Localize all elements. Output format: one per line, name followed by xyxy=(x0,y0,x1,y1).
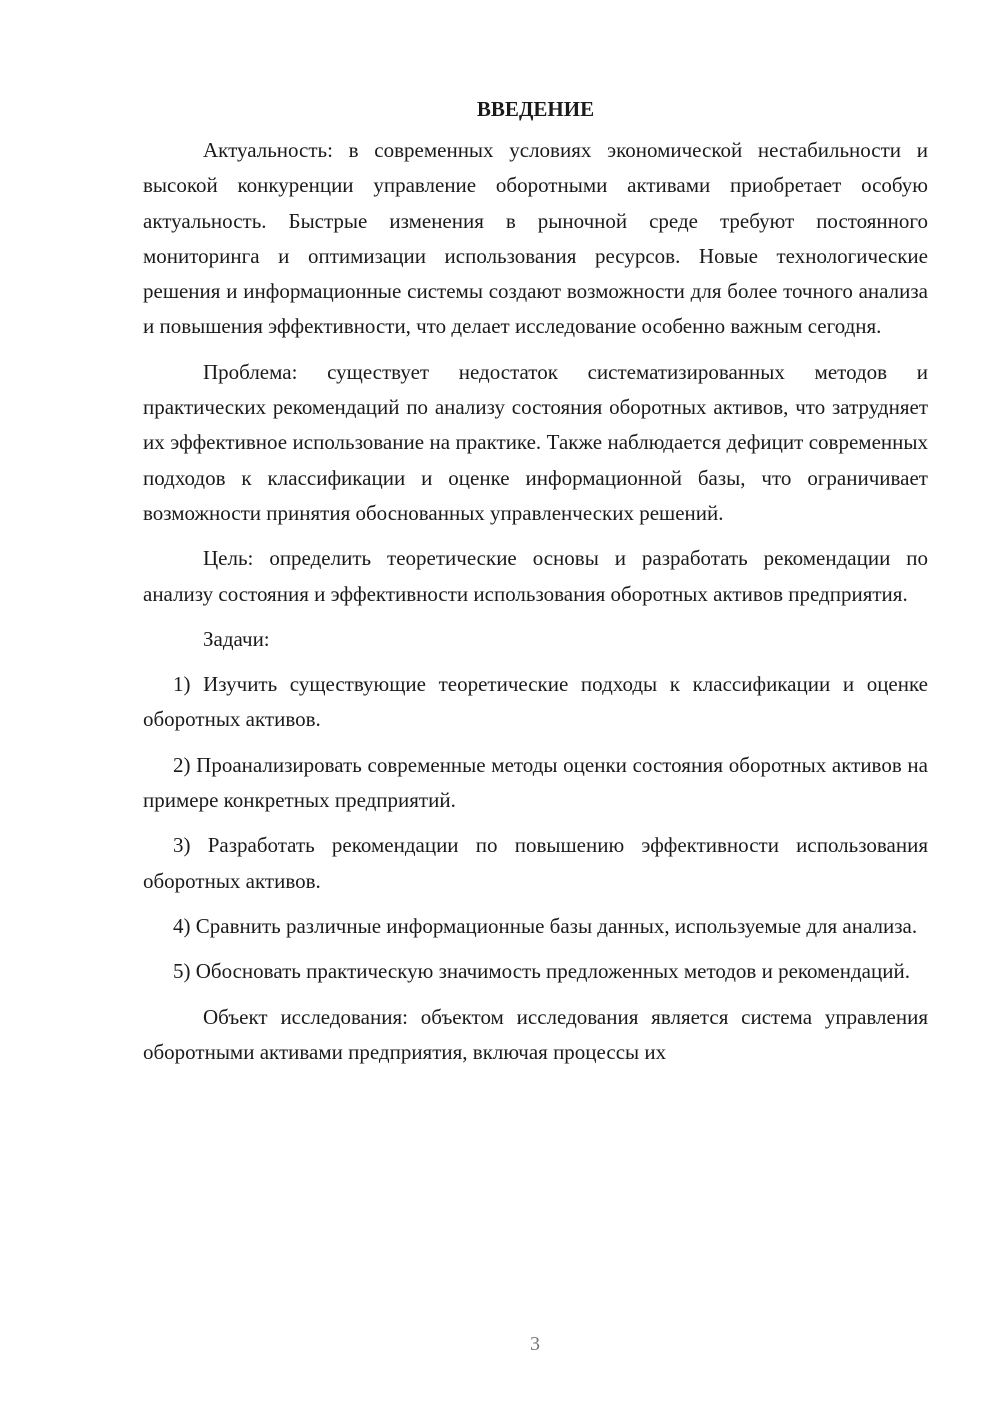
task-item-4: 4) Сравнить различные информационные базы данных, используемые для анализа. xyxy=(173,913,918,938)
task-item-5: 5) Обосновать практическую значимость предложенных методов и рекомендаций. xyxy=(173,959,910,984)
section-title: ВВЕДЕНИЕ xyxy=(476,97,595,121)
page-content xyxy=(143,92,928,1070)
paragraph-relevance: Актуальность: в современных условиях экономической нестабильности и высокой конкуренции управление оборотными активами приобретает особую актуальность. Быстрые изменения в рыночной среде требуют постоянного мониторинга и оптимизации использования ресурсов. Новые технологические решения и информационные системы создают возможности для более точного анализа и повышения эффективности, что делает исследование особенно важным сегодня. xyxy=(143,138,928,339)
page-number: 3 xyxy=(530,1333,540,1355)
task-item-2: 2) Проанализировать современные методы оценки состояния оборотных активов на примере конкретных предприятий. xyxy=(143,752,928,813)
paragraph-goal: Цель: определить теоретические основы и разработать рекомендации по анализу состояния и эффективности использования оборотных активов предприятия. xyxy=(143,546,928,606)
paragraph-tasks-heading: Задачи: xyxy=(203,626,270,651)
paragraph-object: Объект исследования: объектом исследования является система управления оборотными активами предприятия, включая процессы их xyxy=(143,1004,928,1064)
paragraph-problem: Проблема: существует недостаток систематизированных методов и практических рекомендаций по анализу состояния оборотных активов, что затрудняет их эффективное использование на практике. Также наблюдается дефицит современных подходов к классификации и оценке информационной базы, что ограничивает возможности принятия обоснованных управленческих решений. xyxy=(143,359,928,525)
task-item-3: 3) Разработать рекомендации по повышению эффективности использования оборотных активов. xyxy=(143,833,928,893)
task-item-1: 1) Изучить существующие теоретические подходы к классификации и оценке оборотных активов. xyxy=(143,672,928,732)
